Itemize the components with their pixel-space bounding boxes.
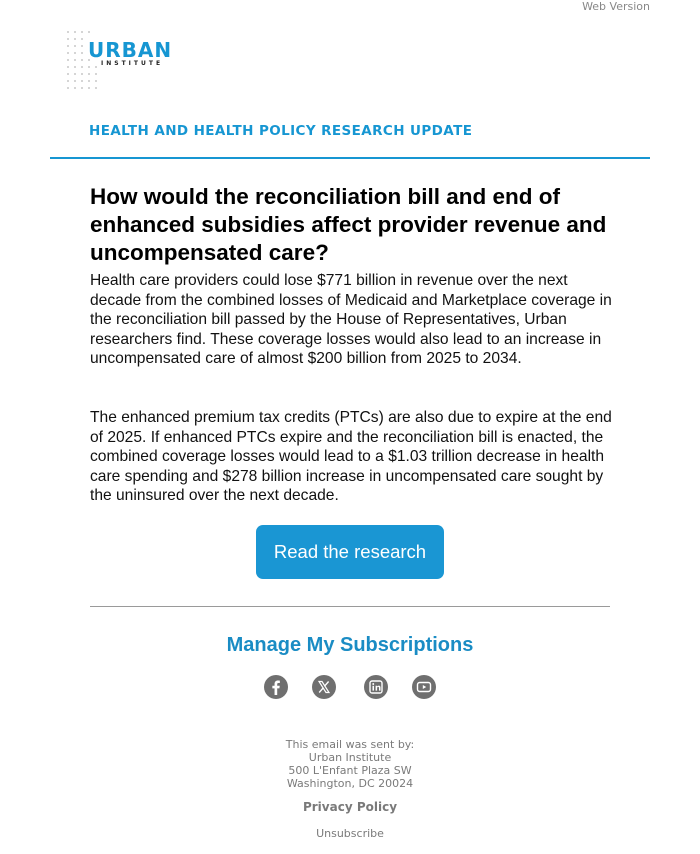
- urban-institute-logo[interactable]: [64, 28, 184, 96]
- facebook-icon[interactable]: [264, 675, 288, 699]
- header-divider: [50, 157, 650, 159]
- linkedin-icon[interactable]: [364, 675, 388, 699]
- manage-subscriptions-link[interactable]: Manage My Subscriptions: [226, 634, 474, 656]
- logo-subtitle: INSTITUTE: [101, 60, 164, 67]
- x-icon[interactable]: [312, 675, 336, 699]
- privacy-policy-link[interactable]: Privacy Policy: [302, 800, 398, 814]
- article-paragraph-2: The enhanced premium tax credits (PTCs) are also due to expire at the end of 2025. If enhanced PTCs expire and the reconciliation bill is enacted, the combined coverage losses would lead to a $1.03 trillion decrease in health care spending and $278 billion increase in uncompensated care sought by the uninsured over the next decade.: [90, 409, 612, 505]
- address-line-1: 500 L'Enfant Plaza SW: [288, 764, 412, 777]
- content-divider: [90, 606, 610, 607]
- article-headline: How would the reconciliation bill and end of enhanced subsidies affect provider revenue and uncompensated care?: [90, 184, 607, 265]
- article-paragraph-1: Health care providers could lose $771 billion in revenue over the next decade from the combined losses of Medicaid and Marketplace coverage in the reconciliation bill passed by the House of Representatives, Urban researchers find. These coverage losses would also lead to an increase in uncompensated care of almost $200 billion from 2025 to 2034.: [90, 272, 612, 368]
- unsubscribe-link[interactable]: Unsubscribe: [316, 827, 384, 840]
- sent-by-label: This email was sent by:: [285, 738, 415, 751]
- web-version-link[interactable]: Web Version: [582, 0, 650, 13]
- org-name: Urban Institute: [308, 751, 392, 764]
- read-research-button[interactable]: Read the research: [256, 525, 444, 579]
- logo-wordmark: URBAN: [88, 38, 173, 62]
- address-line-2: Washington, DC 20024: [286, 777, 414, 790]
- youtube-icon[interactable]: [412, 675, 436, 699]
- section-title: HEALTH AND HEALTH POLICY RESEARCH UPDATE: [89, 123, 473, 139]
